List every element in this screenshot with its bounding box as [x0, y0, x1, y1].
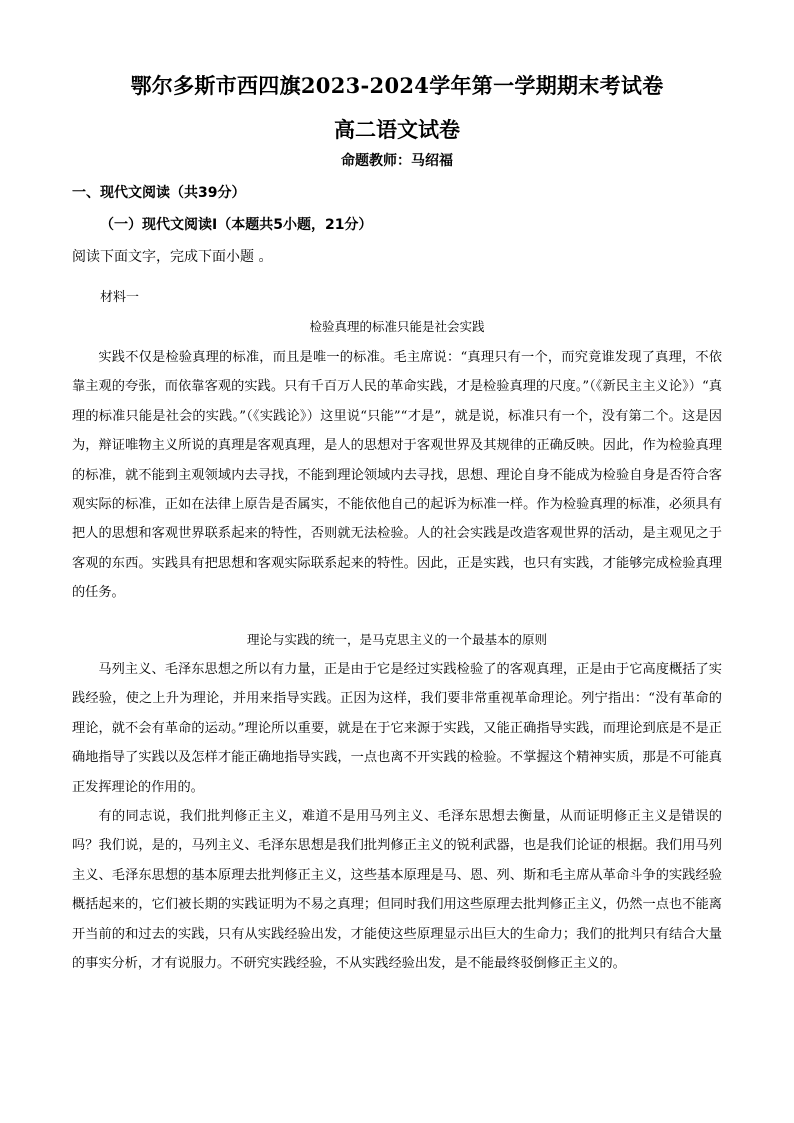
section-subheading: （一）现代文阅读Ⅰ（本题共5小题，21分）: [100, 217, 373, 233]
exam-title: 鄂尔多斯市西四旗2023-2024学年第一学期期末考试卷: [130, 73, 664, 98]
paragraph: 实践不仅是检验真理的标准，而且是唯一的标准。毛主席说：“真理只有一个，而究竟谁发现了真理，不依靠主观的夸张，而依靠客观的实践。只有千百万人民的革命实践，才是检验真理的尺度。”（《新民主主义论》）“真理的标准只能是社会的实践。”（《实践论》）这里说“只能”“才是”，就是说，标准只有一个，没有第二个。这是因为，辩证唯物主义所说的真理是客观真理，是人的思想对于客观世界及其规律的正确反映。因此，作为检验真理的标准，就不能到主观领域内去寻找，不能到理论领域内去寻找，思想、理论自身不能成为检验自身是否符合客观实际的标准，正如在法律上原告是否属实，不能依他自己的起诉为标准一样。作为检验真理的标准，必须具有把人的思想和客观世界联系起来的特性，否则就无法检验。人的社会实践是改造客观世界的活动，是主观见之于客观的东西。实践具有把思想和客观实际联系起来的特性。因此，正是实践，也只有实践，才能够完成检验真理的任务。: [72, 350, 722, 601]
section-heading: 一、现代文阅读（共39分）: [72, 185, 246, 201]
part2-heading: 理论与实践的统一，是马克思主义的一个最基本的原则: [246, 632, 547, 647]
paragraph: 有的同志说，我们批判修正主义，难道不是用马列主义、毛泽东思想去衡量，从而证明修正主义是错误的吗？我们说，是的，马列主义、毛泽东思想是我们批判修正主义的锐利武器，也是我们论证的根据。我们用马列主义、毛泽东思想的基本原理去批判修正主义，这些基本原理是马、恩、列、斯和毛主席从革命斗争的实践经验概括起来的，它们被长期的实践证明为不易之真理；但同时我们用这些原理去批判修正主义，仍然一点也不能离开当前的和过去的实践，只有从实践经验出发，才能使这些原理显示出巨大的生命力；我们的批判只有结合大量的事实分析，才有说服力。不研究实践经验，不从实践经验出发，是不能最终驳倒修正主义的。: [72, 809, 722, 972]
paragraph: 马列主义、毛泽东思想之所以有力量，正是由于它是经过实践检验了的客观真理，正是由于它高度概括了实践经验，使之上升为理论，并用来指导实践。正因为这样，我们要非常重视革命理论。列宁指出：“没有革命的理论，就不会有革命的运动。”理论所以重要，就是在于它来源于实践，又能正确指导实践，而理论到底是不是正确地指导了实践以及怎样才能正确地指导实践，一点也离不开实践的检验。不掌握这个精神实质，那是不可能真正发挥理论的作用的。: [72, 662, 722, 795]
part1-heading: 检验真理的标准只能是社会实践: [309, 319, 485, 334]
part1-body: [72, 343, 722, 608]
part2-body: [72, 655, 722, 978]
teacher-line: 命题教师：马绍福: [341, 153, 453, 169]
exam-subtitle: 高二语文试卷: [334, 117, 460, 142]
reading-instruction: 阅读下面文字，完成下面小题 。: [72, 249, 273, 265]
material-label: 材料一: [100, 290, 140, 305]
